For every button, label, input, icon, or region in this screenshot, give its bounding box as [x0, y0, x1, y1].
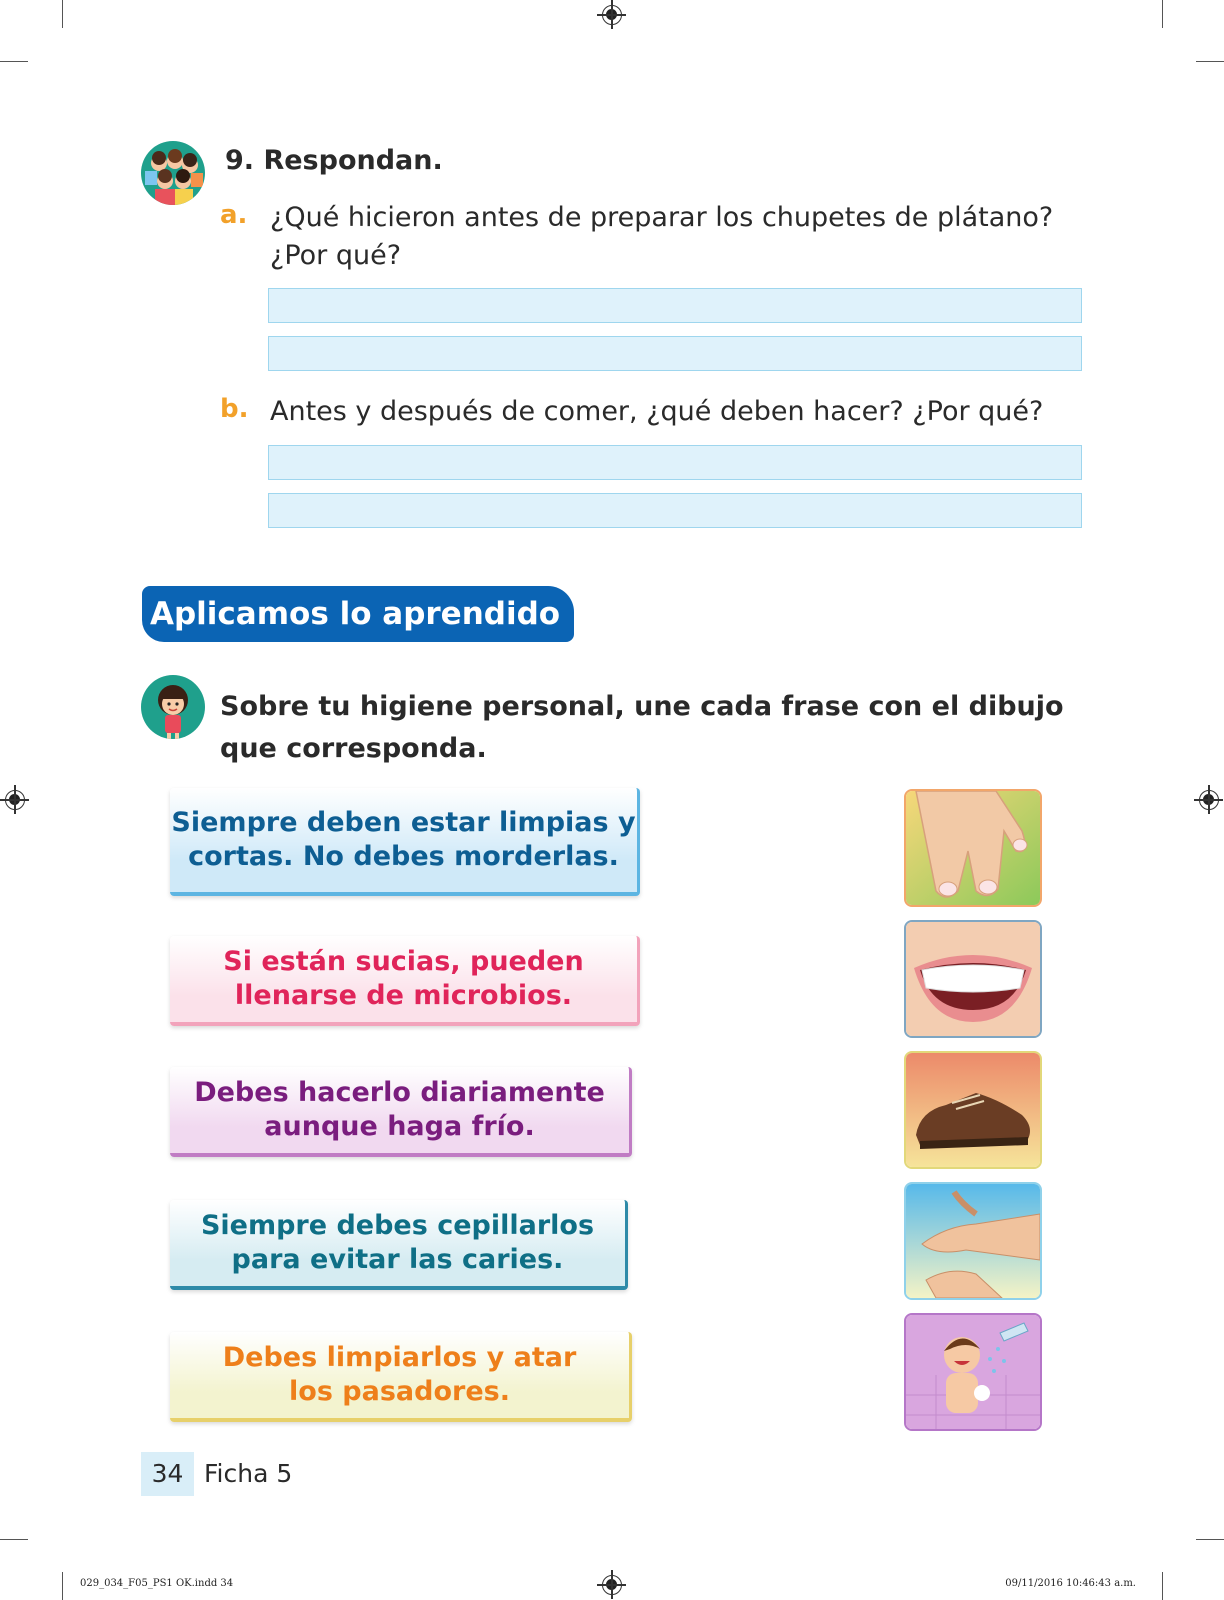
crop-mark [62, 1572, 63, 1600]
card-text-line2: para evitar las caries. [231, 1244, 564, 1275]
crop-mark [1196, 1539, 1224, 1540]
crop-mark [1162, 0, 1163, 28]
registration-mark-icon [602, 5, 622, 25]
crop-mark [1196, 61, 1224, 62]
phrase-card-nails[interactable] [170, 788, 640, 896]
card-text-line2: cortas. No debes morderlas. [188, 841, 619, 872]
shoes-picture[interactable] [904, 1051, 1042, 1169]
card-text-line1: Siempre deben estar limpias y [171, 807, 636, 838]
card-text-line1: Si están sucias, pueden [223, 946, 584, 977]
page-number: 34 [141, 1452, 194, 1496]
crop-mark [1162, 1572, 1163, 1600]
crop-mark [62, 0, 63, 28]
smile-picture[interactable] [904, 920, 1042, 1038]
instruction-line1: Sobre tu higiene personal, une cada frase con el dibujo [220, 691, 1064, 722]
question-title: 9. Respondan. [225, 145, 443, 176]
fingernails-picture[interactable] [904, 789, 1042, 907]
hand-nails-icon [906, 791, 1040, 905]
answer-field[interactable] [268, 493, 1082, 528]
hands-picture[interactable] [904, 1182, 1042, 1300]
card-text-line2: los pasadores. [289, 1376, 510, 1407]
teeth-smile-icon [906, 922, 1040, 1036]
hands-icon [906, 1184, 1040, 1298]
item-a-line2: ¿Por qué? [270, 240, 402, 271]
crop-mark [0, 61, 28, 62]
card-text-line1: Siempre debes cepillarlos [200, 1210, 595, 1241]
registration-mark-icon [5, 790, 25, 810]
registration-mark-icon [1199, 790, 1219, 810]
slug-file: 029_034_F05_PS1 OK.indd 34 [80, 1578, 234, 1589]
registration-mark-icon [602, 1575, 622, 1595]
item-letter-b: b. [220, 394, 249, 424]
answer-field[interactable] [268, 288, 1082, 323]
section-banner: Aplicamos lo aprendido [142, 586, 574, 642]
phrase-card-shoes[interactable] [170, 1332, 632, 1422]
card-text-line2: llenarse de microbios. [234, 980, 573, 1011]
answer-field[interactable] [268, 336, 1082, 371]
item-b-line1: Antes y después de comer, ¿qué deben hacer? ¿Por qué? [270, 396, 1044, 427]
shower-picture[interactable] [904, 1313, 1042, 1431]
group-children-icon [141, 141, 205, 205]
crop-mark [0, 1539, 28, 1540]
footer-label: Ficha 5 [204, 1459, 293, 1488]
phrase-card-teeth[interactable] [170, 1200, 628, 1290]
boy-shower-icon [906, 1315, 1040, 1429]
card-text-line1: Debes limpiarlos y atar [222, 1342, 577, 1373]
instruction-line2: que corresponda. [220, 733, 487, 764]
card-text-line1: Debes hacerlo diariamente [194, 1077, 605, 1108]
item-letter-a: a. [220, 200, 248, 230]
answer-field[interactable] [268, 445, 1082, 480]
shoe-icon [906, 1053, 1040, 1167]
card-text-line2: aunque haga frío. [264, 1111, 535, 1142]
girl-icon [141, 675, 205, 739]
slug-date: 09/11/2016 10:46:43 a.m. [1005, 1578, 1136, 1589]
phrase-card-bath[interactable] [170, 1067, 632, 1157]
item-a-line1: ¿Qué hicieron antes de preparar los chupetes de plátano? [270, 202, 1054, 233]
phrase-card-hands[interactable] [170, 936, 640, 1026]
